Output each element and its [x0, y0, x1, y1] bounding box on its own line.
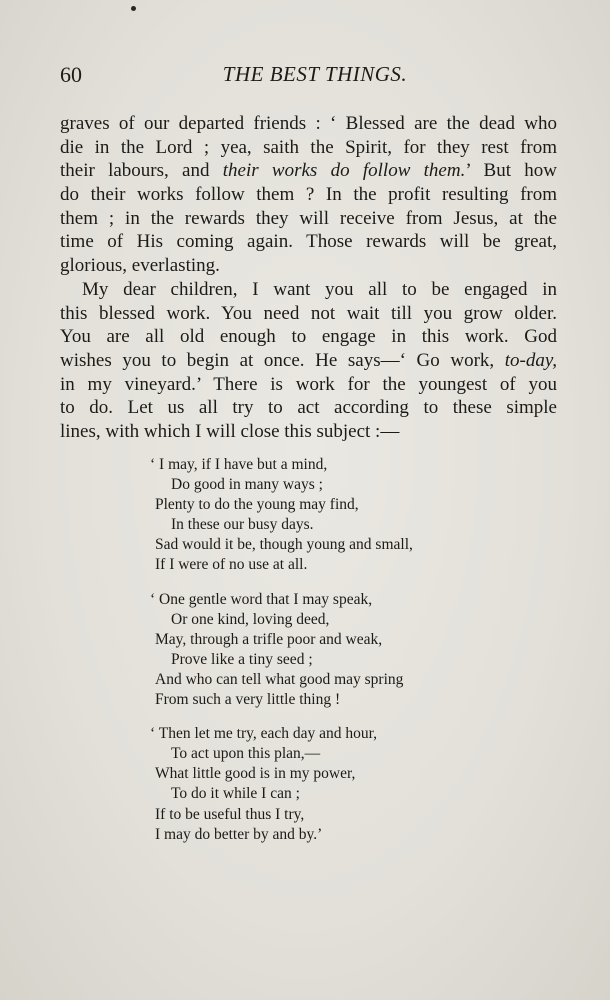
verse-line: I may do better by and by.’	[155, 825, 323, 843]
verse-line: If to be useful thus I try,	[155, 805, 305, 823]
paragraph-1	[60, 112, 557, 278]
italic-phrase: to-day,	[504, 349, 557, 371]
verse-line: ‘ I may, if I have but a mind,	[150, 456, 328, 473]
verse-line: Or one kind, loving deed,	[171, 610, 330, 628]
verse-line: In these our busy days.	[171, 516, 314, 534]
poem	[150, 455, 485, 859]
text-line: graves of our departed friends : ‘ Blessed are the dead who	[60, 113, 557, 134]
verse-line: ‘ Then let me try, each day and hour,	[150, 725, 378, 743]
text-line: wishes you to begin at once. He says—‘ Go work, to-day,	[60, 349, 557, 371]
text-line: You are all old enough to engage in this work. God	[60, 326, 557, 348]
verse-line: If I were of no use at all.	[155, 556, 308, 574]
verse-line: And who can tell what good may spring	[155, 670, 404, 688]
verse-line: Plenty to do the young may find,	[155, 496, 359, 514]
poem-stanza-1	[150, 455, 485, 576]
text-line: time of His coming again. Those rewards will be great,	[60, 231, 557, 253]
paragraph-2	[60, 278, 557, 444]
running-head	[60, 62, 556, 92]
running-title: THE BEST THINGS.	[222, 62, 408, 86]
verse-line: To act upon this plan,—	[171, 745, 321, 763]
verse-line: Sad would it be, though young and small,	[155, 536, 413, 554]
verse-line: From such a very little thing !	[155, 691, 341, 709]
verse-line: Do good in many ways ;	[171, 476, 323, 494]
verse-line: May, through a trifle poor and weak,	[155, 630, 383, 648]
text-line: die in the Lord ; yea, saith the Spirit, for they rest from	[60, 136, 557, 158]
text-line: them ; in the rewards they will receive from Jesus, at the	[60, 207, 557, 229]
ink-speck	[131, 6, 136, 11]
verse-line: To do it while I can ;	[171, 785, 300, 803]
verse-line: Prove like a tiny seed ;	[171, 650, 313, 668]
italic-phrase: their works do follow them.	[222, 160, 466, 182]
text-line: lines, with which I will close this subject :—	[60, 420, 400, 442]
text-line: glorious, everlasting.	[60, 255, 220, 277]
text-line: their labours, and their works do follow them.’ But how	[60, 160, 557, 182]
text-line: do their works follow them ? In the profit resulting from	[60, 184, 557, 206]
text-line: to do. Let us all try to act according to these simple	[60, 397, 557, 419]
verse-line: ‘ One gentle word that I may speak,	[150, 590, 373, 608]
text-line: My dear children, I want you all to be engaged in	[82, 278, 557, 300]
page-number: 60	[60, 62, 82, 87]
text-line: this blessed work. You need not wait till you grow older.	[60, 302, 557, 324]
verse-line: What little good is in my power,	[155, 765, 356, 783]
body-text	[60, 112, 557, 444]
text-line: in my vineyard.’ There is work for the youngest of you	[60, 373, 557, 395]
poem-stanza-2	[150, 590, 485, 711]
poem-stanza-3	[150, 724, 485, 845]
